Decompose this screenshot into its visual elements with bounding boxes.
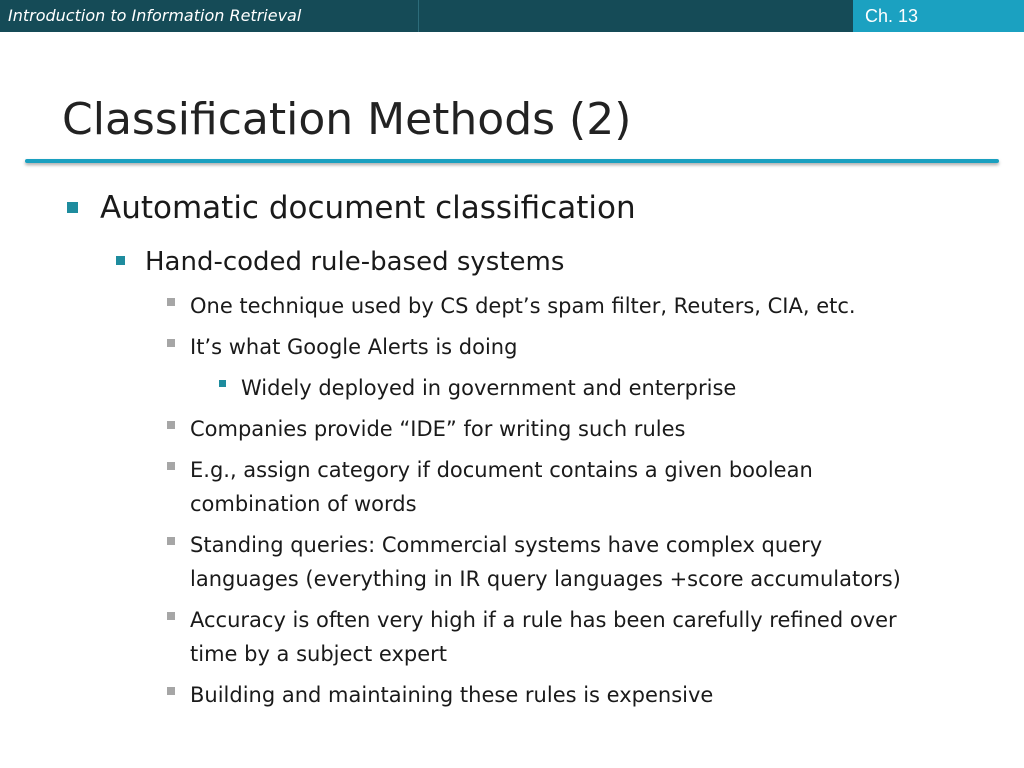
- bullet-text: E.g., assign category if document contains a given boolean: [190, 458, 813, 482]
- bullet-text-continuation: combination of words: [190, 492, 417, 516]
- bullet-text: Companies provide “IDE” for writing such rules: [190, 417, 686, 441]
- bullet-text: Hand-coded rule-based systems: [145, 247, 565, 277]
- square-bullet-icon: [219, 380, 226, 387]
- bullet-item: [190, 330, 517, 364]
- bullet-item: [100, 188, 636, 228]
- bullet-item: [190, 289, 856, 323]
- bullet-text: It’s what Google Alerts is doing: [190, 335, 518, 359]
- square-bullet-icon: [116, 256, 125, 265]
- square-bullet-icon: [167, 339, 175, 347]
- bullet-item: [190, 678, 713, 712]
- bullet-text: Accuracy is often very high if a rule has been carefully refined over: [190, 608, 897, 632]
- chapter-badge: [853, 0, 1024, 32]
- bullet-text-continuation: languages (everything in IR query languages +score accumulators): [190, 567, 901, 591]
- header-bar: [0, 0, 1024, 32]
- square-bullet-icon: [67, 202, 78, 213]
- bullet-text: Widely deployed in government and enterprise: [241, 376, 737, 400]
- square-bullet-icon: [167, 687, 175, 695]
- bullet-item: [190, 603, 897, 671]
- bullet-item: [145, 245, 564, 279]
- square-bullet-icon: [167, 298, 175, 306]
- bullet-item: [190, 528, 901, 596]
- bullet-text: Building and maintaining these rules is expensive: [190, 683, 714, 707]
- bullet-item: [190, 453, 813, 521]
- title-underline: [25, 159, 999, 163]
- course-title: Introduction to Information Retrieval: [8, 6, 302, 25]
- bullet-text-continuation: time by a subject expert: [190, 642, 447, 666]
- square-bullet-icon: [167, 537, 175, 545]
- square-bullet-icon: [167, 612, 175, 620]
- square-bullet-icon: [167, 421, 175, 429]
- square-bullet-icon: [167, 462, 175, 470]
- bullet-text: Standing queries: Commercial systems have complex query: [190, 533, 823, 557]
- header-divider: [418, 0, 419, 32]
- bullet-item: [241, 371, 736, 405]
- slide-title: Classification Methods (2): [62, 94, 632, 145]
- bullet-text: Automatic document classification: [100, 190, 636, 226]
- chapter-label: Ch. 13: [865, 6, 919, 26]
- bullet-item: [190, 412, 685, 446]
- bullet-text: One technique used by CS dept’s spam filter, Reuters, CIA, etc.: [190, 294, 856, 318]
